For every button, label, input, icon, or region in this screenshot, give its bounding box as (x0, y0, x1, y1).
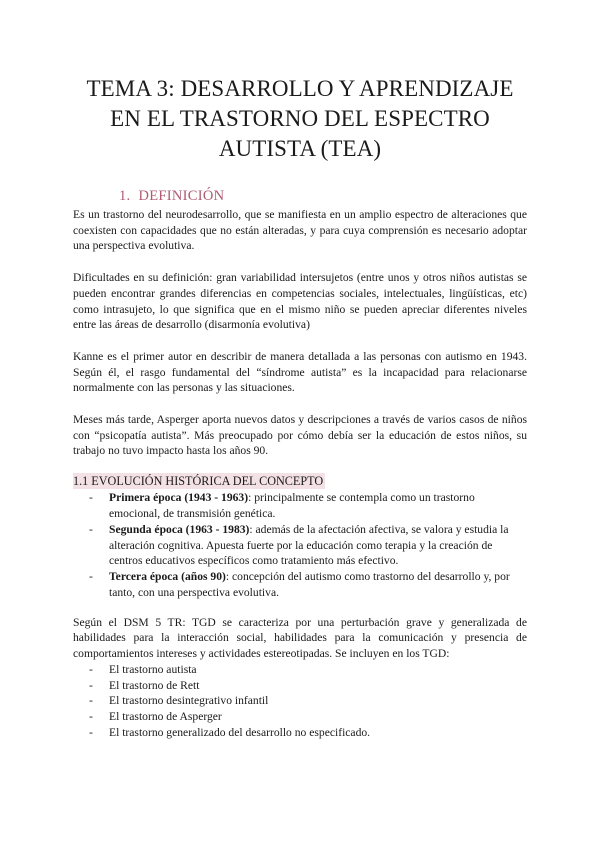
document-title: TEMA 3: DESARROLLO Y APRENDIZAJE EN EL TRASTORNO DEL ESPECTRO AUTISTA (TEA) (86, 76, 514, 161)
paragraph-difficulties: Dificultades en su definición: gran variabilidad intersujetos (entre unos y otros niños autistas se pueden encontrar grandes diferencias en competencias sociales, intelectuales, lingüísticas, etc) como intrasujeto, lo que significa que en el mismo niño se pueden apreciar diferentes niveles entre las áreas de desarrollo (disarmonía evolutiva) (73, 271, 527, 332)
epoch-label: Primera época (1943 - 1963) (109, 491, 249, 505)
list-item (73, 522, 527, 569)
section-heading-definicion (119, 188, 527, 205)
paragraph-dsm: Según el DSM 5 TR: TGD se caracteriza por una perturbación grave y generalizada de habilidades para la interacción social, habilidades para la comunicación y presencia de comportamientos intereses y actividades estereotipadas. Se incluyen en los TGD: (73, 615, 527, 661)
bullet-dash: - (89, 570, 93, 584)
epoch-text: : además de la afectación afectiva, se valora y estudia la alteración cognitiva. Apuesta fuerte por la educación como terapia y la creación de centros educativos específicos como tratamiento más efectivo. (109, 522, 509, 568)
section-title: DEFINICIÓN (138, 188, 225, 204)
paragraph-definition: Es un trastorno del neurodesarrollo, que se manifiesta en un amplio espectro de alteraciones que coexisten con capacidades que no están alteradas, y para cuya comprensión es necesario adoptar una perspectiva evolutiva. (73, 208, 527, 253)
tgd-item: El trastorno autista (109, 662, 197, 676)
tgd-item: El trastorno generalizado del desarrollo no especificado. (109, 726, 371, 740)
list-item (73, 662, 527, 678)
bullet-dash: - (89, 662, 93, 676)
bullet-dash: - (89, 710, 93, 724)
epoch-label: Tercera época (años 90) (109, 570, 226, 584)
list-item (73, 709, 527, 725)
list-item (73, 490, 527, 522)
tgd-item: El trastorno de Asperger (109, 710, 222, 724)
tgd-list (73, 662, 527, 741)
bullet-dash: - (89, 694, 93, 708)
list-item (73, 569, 527, 601)
list-item (73, 725, 527, 741)
epoch-text: : concepción del autismo como trastorno del desarrollo y, por tanto, con una perspectiva evolutiva. (109, 570, 510, 599)
list-item (73, 678, 527, 694)
bullet-dash: - (89, 726, 93, 740)
tgd-item: El trastorno de Rett (109, 678, 200, 692)
epoch-text: : principalmente se contempla como un trastorno emocional, de transmisión genética. (109, 491, 475, 520)
epoch-list (73, 490, 527, 601)
bullet-dash: - (89, 678, 93, 692)
subsection-heading-evolucion: 1.1 EVOLUCIÓN HISTÓRICA DEL CONCEPTO (73, 474, 324, 489)
paragraph-kanne: Kanne es el primer autor en describir de manera detallada a las personas con autismo en 1943. Según él, el rasgo fundamental del “síndrome autista” es la incapacidad para relacionarse normalmente con las personas y las situaciones. (73, 349, 527, 395)
list-item (73, 693, 527, 709)
epoch-label: Segunda época (1963 - 1983) (109, 522, 250, 536)
bullet-dash: - (89, 491, 93, 505)
bullet-dash: - (89, 522, 93, 536)
tgd-item: El trastorno desintegrativo infantil (109, 694, 269, 708)
paragraph-asperger: Meses más tarde, Asperger aporta nuevos datos y descripciones a través de varios casos de niños con “psicopatía autista”. Más preocupado por cómo debía ser la educación de estos niños, su trabajo no tuvo impacto hasta los años 90. (73, 413, 527, 458)
section-number: 1. (119, 188, 131, 204)
